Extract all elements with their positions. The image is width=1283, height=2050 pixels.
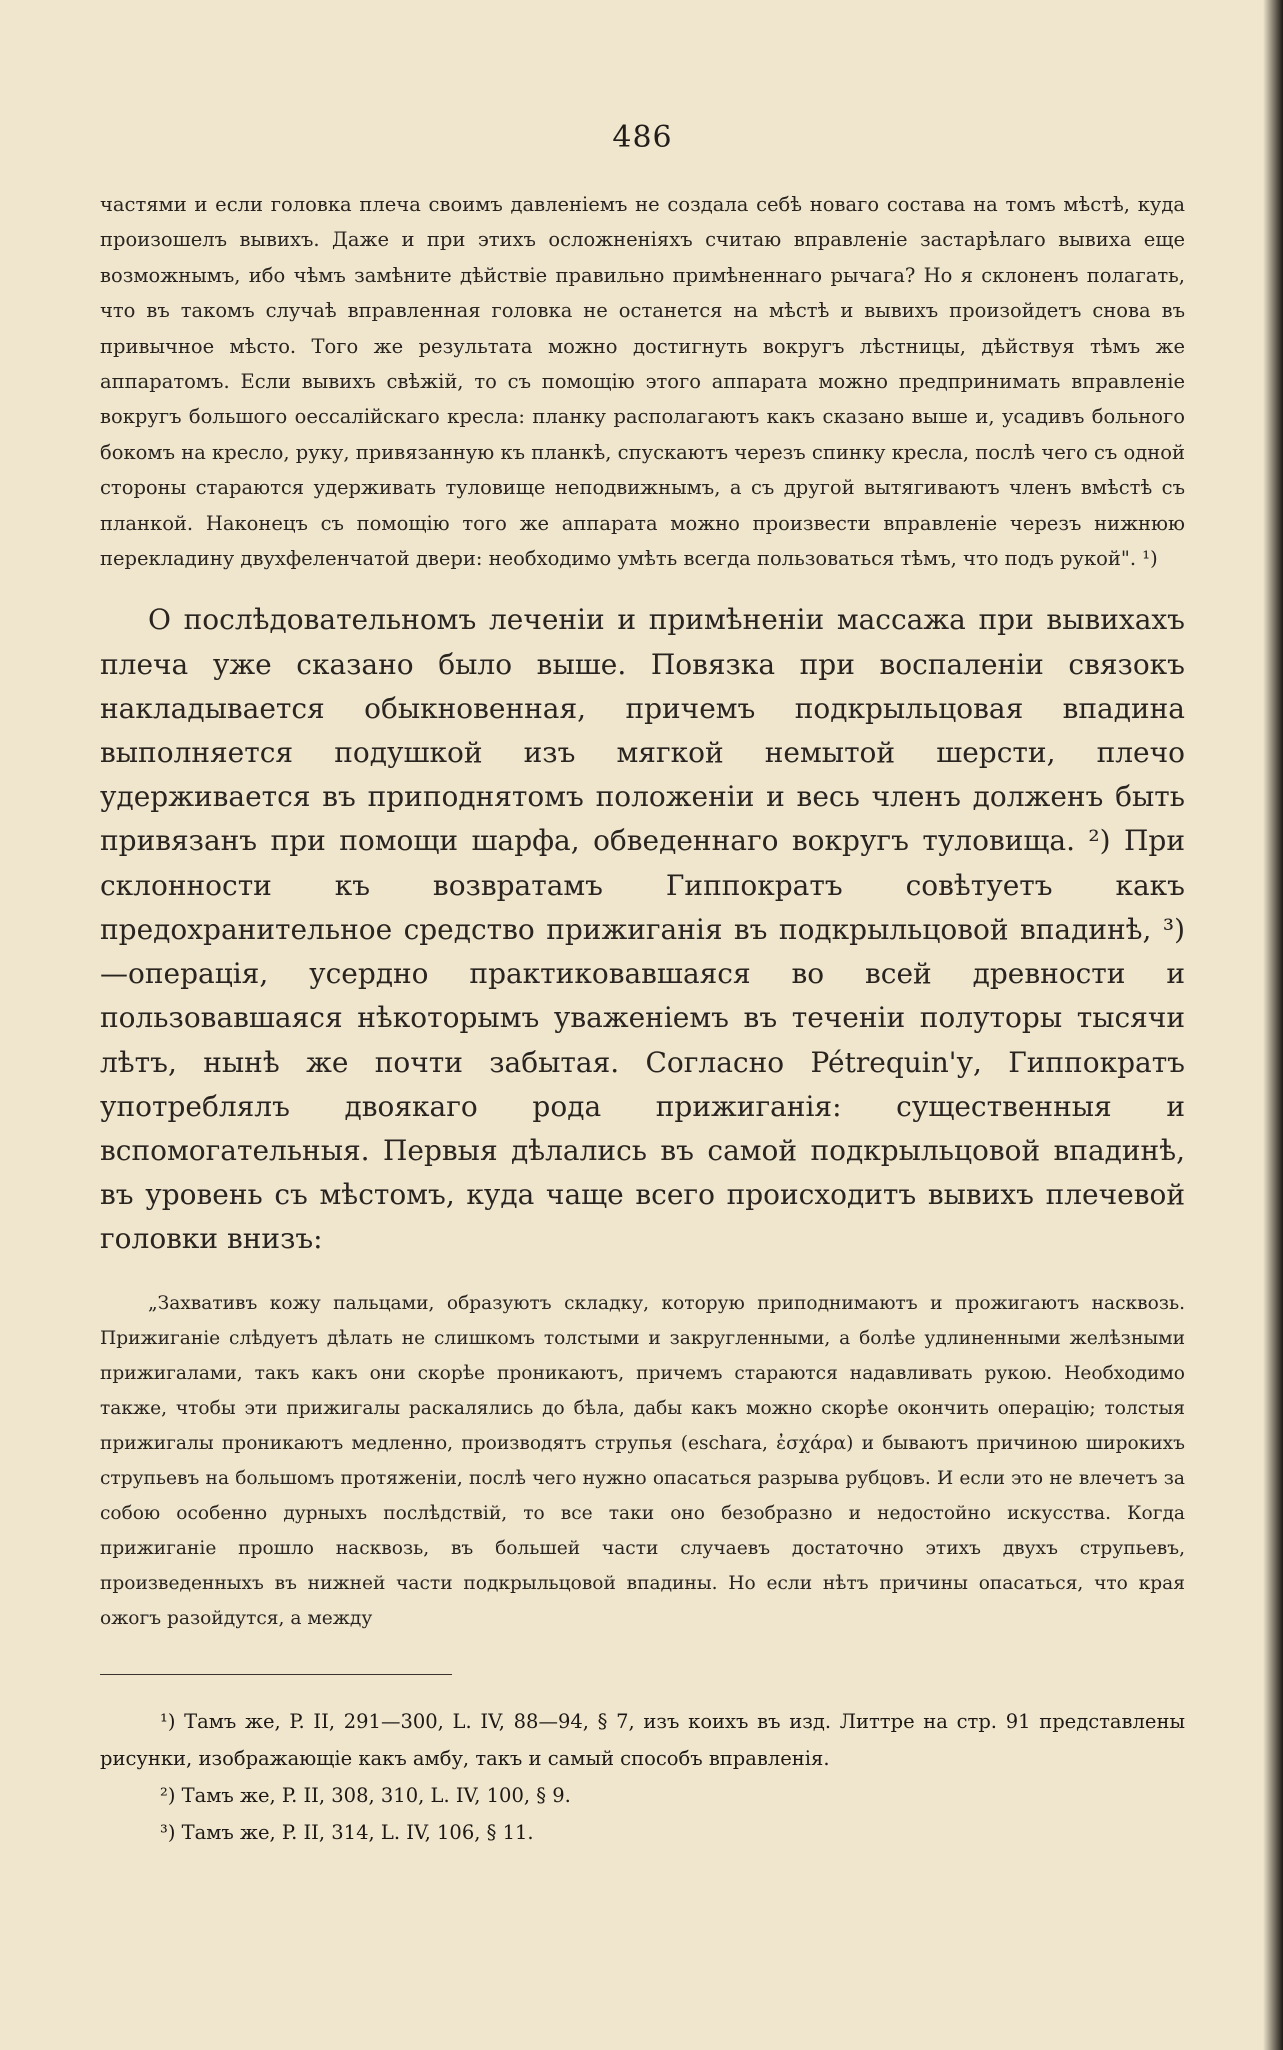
footnote-3: ³) Тамъ же, P. II, 314, L. IV, 106, § 11. xyxy=(160,1820,534,1844)
footnote-divider xyxy=(100,1674,452,1675)
paragraph-continuation: частями и если головка плеча своимъ давленіемъ не создала себѣ новаго состава на томъ мѣстѣ, куда произошелъ вывихъ. Даже и при этихъ осложненіяхъ считаю вправленіе застарѣлаго вывиха еще возможнымъ, ибо чѣмъ замѣните дѣйствіе правильно примѣненнаго рычага? Но я склоненъ полагать, что въ такомъ случаѣ вправленная головка не останется на мѣстѣ и вывихъ произойдетъ снова въ привычное мѣсто. Того же результата можно достигнуть вокругъ лѣстницы, дѣйствуя тѣмъ же аппаратомъ. Если вывихъ свѣжій, то съ помощію этого аппарата можно предпринимать вправленіе вокругъ большого оессалійскаго кресла: планку располагаютъ какъ сказано выше и, усадивъ больного бокомъ на кресло, руку, привязанную къ планкѣ, спускаютъ черезъ спинку кресла, послѣ чего съ одной стороны стараются удерживать туловище неподвижнымъ, а съ другой вытягиваютъ членъ вмѣстѣ съ планкой. Наконецъ съ помощію того же аппарата можно произвести вправленіе черезъ нижнюю перекладину двухфеленчатой двери: необходимо умѣть всегда пользоваться тѣмъ, что подъ рукой". ¹) xyxy=(100,193,1185,571)
page-number: 486 xyxy=(612,120,673,155)
book-page xyxy=(100,120,1185,1851)
quotation-cauterization: „Захвативъ кожу пальцами, образуютъ складку, которую приподнимаютъ и прожигаютъ насквозь. Прижиганіе слѣдуетъ дѣлать не слишкомъ толстыми и закругленными, а болѣе удлиненными желѣзными прижигалами, такъ какъ они скорѣе проникаютъ, причемъ стараются надавливать рукою. Необходимо также, чтобы эти прижигалы раскалялись до бѣла, дабы какъ можно скорѣе окончить операцію; толстыя прижигалы проникаютъ медленно, производятъ струпья (eschara, ἐσχάρα) и бываютъ причиною широкихъ струпьевъ на большомъ протяженіи, послѣ чего нужно опасаться разрыва рубцовъ. И если это не влечетъ за собою особенно дурныхъ послѣдствій, то все таки оно безобразно и недостойно искусства. Когда прижиганіе прошло насквозь, въ большей части случаевъ достаточно этихъ двухъ струпьевъ, произведенныхъ въ нижней части подкрыльцовой впадины. Но если нѣтъ причины опасаться, что края ожогъ разойдутся, а между xyxy=(100,1292,1185,1629)
page-edge-shadow xyxy=(1263,0,1283,2050)
footnote-1: ¹) Тамъ же, P. II, 291—300, L. IV, 88—94, § 7, изъ коихъ въ изд. Литтре на стр. 91 представлены рисунки, изображающіе какъ амбу, такъ и самый способъ вправленія. xyxy=(100,1709,1185,1770)
footnotes xyxy=(100,1703,1185,1851)
paragraph-treatment: О послѣдовательномъ леченіи и примѣненіи массажа при вывихахъ плеча уже сказано было выше. Повязка при воспаленіи связокъ накладывается обыкновенная, причемъ подкрыльцовая впадина выполняется подушкой изъ мягкой немытой шерсти, плечо удерживается въ приподнятомъ положеніи и весь членъ долженъ быть привязанъ при помощи шарфа, обведеннаго вокругъ туловища. ²) При склонности къ возвратамъ Гиппократъ совѣтуетъ какъ предохранительное средство прижиганія въ подкрыльцовой впадинѣ, ³)—операція, усердно практиковавшаяся во всей древности и пользовавшаяся нѣкоторымъ уваженіемъ въ теченіи полуторы тысячи лѣтъ, нынѣ же почти забытая. Согласно Pétrequin'у, Гиппократъ употреблялъ двоякаго рода прижиганія: существенныя и вспомогательныя. Первыя дѣлались въ самой подкрыльцовой впадинѣ, въ уровень съ мѣстомъ, куда чаще всего происходитъ вывихъ плечевой головки внизъ: xyxy=(100,603,1185,1256)
footnote-2: ²) Тамъ же, P. II, 308, 310, L. IV, 100, § 9. xyxy=(160,1783,571,1807)
